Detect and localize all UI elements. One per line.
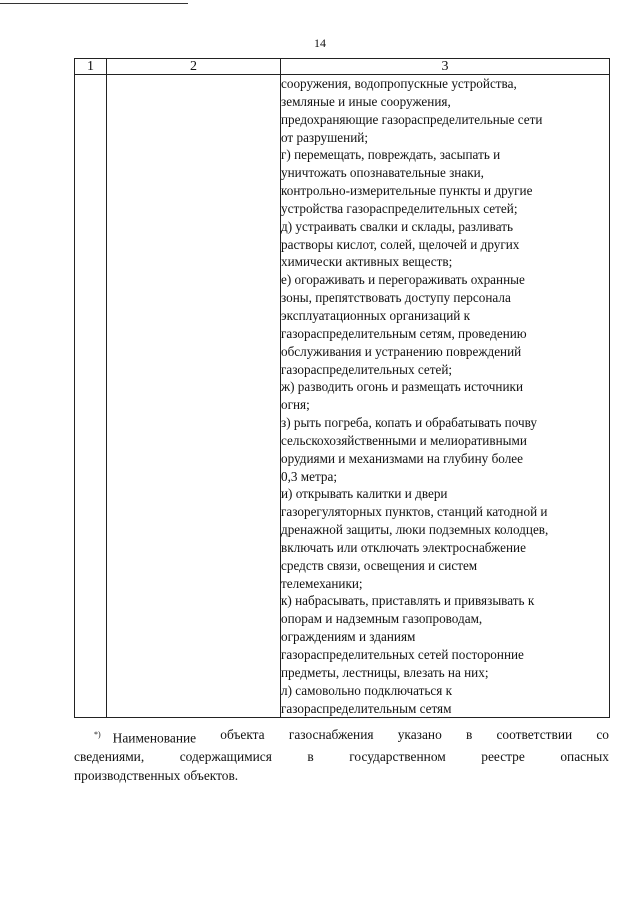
footnote-line <box>74 766 609 785</box>
footnote-word-group <box>220 725 264 747</box>
footnote-word-group <box>560 747 609 766</box>
text-line: химически активных веществ; <box>281 254 453 270</box>
text-line: д) устраивать свалки и склады, разливать <box>281 218 513 234</box>
text-line: включать или отключать электроснабжение <box>281 539 526 555</box>
text-line: средств связи, освещения и систем <box>281 557 478 573</box>
footnote-word: содержащимися <box>179 749 272 765</box>
column-header-1: 1 <box>75 59 107 75</box>
column-header-3: 3 <box>281 59 610 75</box>
text-line: эксплуатационных организаций к <box>281 307 471 323</box>
footnote-word-group <box>289 725 374 747</box>
text-line: газораспределительных сетей посторонние <box>281 647 524 662</box>
text-line: зоны, препятствовать доступу персонала <box>281 290 511 306</box>
text-line: 0,3 метра; <box>281 468 338 484</box>
text-line: опорам и надземным газопроводам, <box>281 611 483 627</box>
footnote-word: сведениями, <box>74 749 145 765</box>
text-line: обслуживания и устранению повреждений <box>281 343 522 359</box>
footnote-word: объекта <box>220 727 265 742</box>
text-line: к) набрасывать, приставлять и привязывать к <box>281 593 535 609</box>
footnote-line <box>74 747 609 766</box>
text-line: предохраняющие газораспределительные сети <box>281 111 543 127</box>
text-line: газораспределительным сетям, проведению <box>281 325 527 341</box>
footnote-word: соответствии <box>496 727 573 742</box>
footnote-word: газоснабжения <box>288 727 374 742</box>
footnote-word: в <box>307 749 314 765</box>
footnote-word: Наименование <box>112 730 197 746</box>
footnote-word: со <box>596 727 609 742</box>
footnote-word: указано <box>397 727 442 742</box>
text-line: ж) разводить огонь и размещать источники <box>281 379 524 395</box>
text-line: земляные и иные сооружения, <box>281 93 451 109</box>
cell-column-3 <box>281 75 610 718</box>
column-header-2: 2 <box>107 59 281 75</box>
footnote-word-group <box>596 725 609 747</box>
cell-column-2 <box>107 75 281 718</box>
text-line: телемеханики; <box>281 575 363 591</box>
footnote-word: в <box>465 727 473 742</box>
footnote-word-group <box>180 747 272 766</box>
footnote-word: производственных объектов. <box>74 768 239 784</box>
text-line: е) огораживать и перегораживать охранные <box>281 272 525 288</box>
text-line: растворы кислот, солей, щелочей и других <box>281 236 520 252</box>
table-row <box>75 75 610 718</box>
text-line: контрольно-измерительные пункты и другие <box>281 183 533 199</box>
text-line: огня; <box>281 397 310 413</box>
content-table <box>74 58 610 718</box>
footnote-word-group <box>496 725 572 747</box>
footnote <box>74 725 609 785</box>
text-line: от разрушений; <box>281 129 368 145</box>
text-line: газораспределительных сетей; <box>281 361 453 377</box>
footnote-word: опасных <box>560 749 609 765</box>
footnote-word: государственном <box>349 749 446 765</box>
footnote-word-group <box>74 747 144 766</box>
footnote-word-group <box>481 747 525 766</box>
text-line: устройства газораспределительных сетей; <box>281 200 518 216</box>
footnote-word-group <box>349 747 446 766</box>
table-header-row <box>75 59 610 75</box>
text-line: газораспределительным сетям <box>281 700 452 716</box>
text-line: сооружения, водопропускные устройства, <box>281 76 517 91</box>
footnote-word-group <box>74 766 238 785</box>
cell-column-1 <box>75 75 107 718</box>
text-line: дренажной защиты, люки подземных колодцев, <box>281 522 549 538</box>
top-rule <box>0 3 188 4</box>
text-line: газорегуляторных пунктов, станций катодной и <box>281 504 548 520</box>
footnote-word-group <box>466 725 472 747</box>
text-line: сельскохозяйственными и мелиоративными <box>281 432 527 448</box>
text-line: г) перемещать, повреждать, засыпать и <box>281 147 501 163</box>
text-line: л) самовольно подключаться к <box>281 682 453 698</box>
footnote-marker: *) <box>94 730 101 739</box>
page-number: 14 <box>314 36 326 50</box>
text-line: з) рыть погреба, копать и обрабатывать почву <box>281 415 537 431</box>
footnote-word-group <box>94 725 196 747</box>
text-line: и) открывать калитки и двери <box>281 486 448 502</box>
footnote-word: реестре <box>481 749 525 765</box>
footnote-word-group <box>307 747 313 766</box>
footnote-line <box>74 725 609 747</box>
footnote-word-group <box>398 725 442 747</box>
text-line: ограждениям и зданиям <box>281 629 416 645</box>
text-line: уничтожать опознавательные знаки, <box>281 165 484 181</box>
text-line: предметы, лестницы, влезать на них; <box>281 664 489 680</box>
text-line: орудиями и механизмами на глубину более <box>281 450 523 466</box>
